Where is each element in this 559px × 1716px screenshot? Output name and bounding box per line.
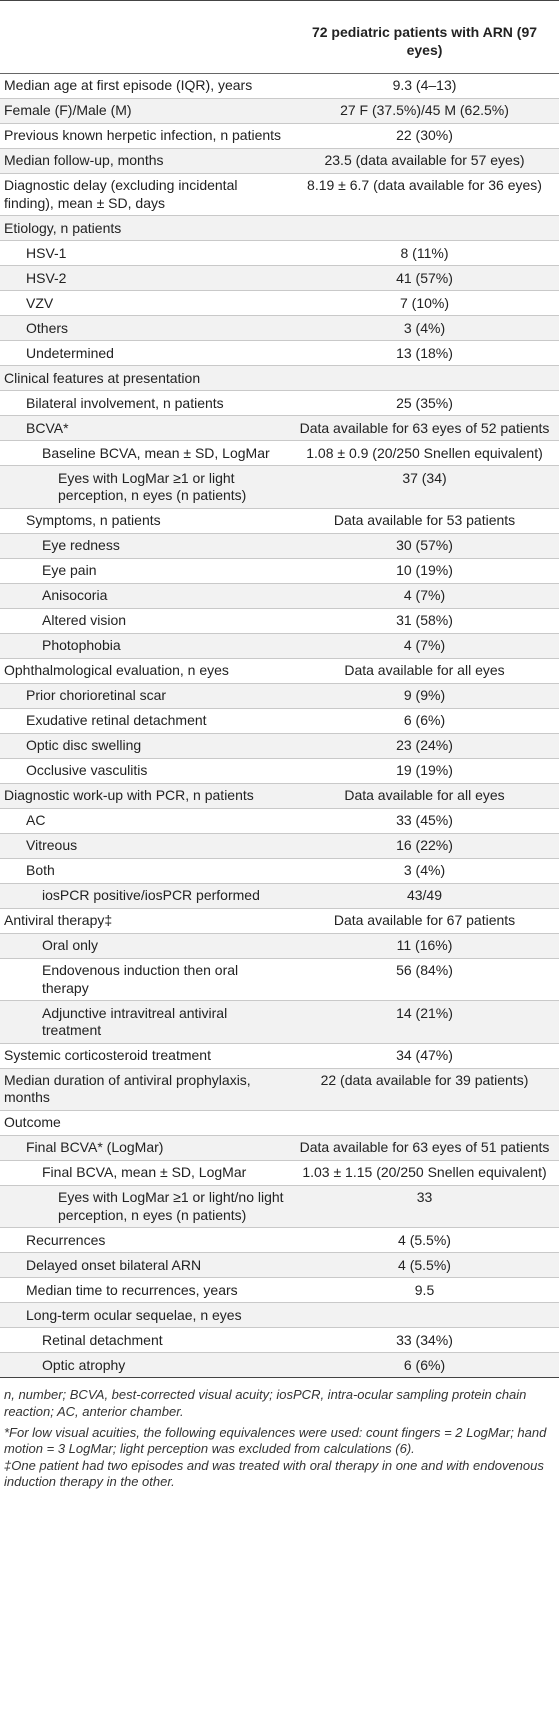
header-value-column: 72 pediatric patients with ARN (97 eyes): [290, 1, 559, 74]
row-label: Both: [0, 858, 290, 883]
table-row: [0, 441, 559, 466]
table-row: [0, 708, 559, 733]
row-label: BCVA*: [0, 416, 290, 441]
table-row: [0, 658, 559, 683]
row-label: Anisocoria: [0, 583, 290, 608]
row-value: 6 (6%): [290, 1353, 559, 1378]
row-label: Median follow-up, months: [0, 149, 290, 174]
table-row: [0, 733, 559, 758]
row-value: 14 (21%): [290, 1001, 559, 1043]
row-value: [290, 216, 559, 241]
row-value: 8 (11%): [290, 241, 559, 266]
row-label: Baseline BCVA, mean ± SD, LogMar: [0, 441, 290, 466]
table-row: [0, 1068, 559, 1110]
row-value: 8.19 ± 6.7 (data available for 36 eyes): [290, 174, 559, 216]
row-value: Data available for 63 eyes of 51 patients: [290, 1136, 559, 1161]
row-label: Endovenous induction then oral therapy: [0, 958, 290, 1000]
table-row: [0, 466, 559, 508]
table-row: [0, 933, 559, 958]
row-value: 43/49: [290, 883, 559, 908]
table-row: [0, 149, 559, 174]
table-row: [0, 558, 559, 583]
row-value: 56 (84%): [290, 958, 559, 1000]
row-label: Adjunctive intravitreal antiviral treatment: [0, 1001, 290, 1043]
row-label: Eyes with LogMar ≥1 or light/no light perception, n eyes (n patients): [0, 1186, 290, 1228]
row-label: Bilateral involvement, n patients: [0, 391, 290, 416]
table-row: [0, 533, 559, 558]
row-value: 3 (4%): [290, 858, 559, 883]
table-header-row: [0, 1, 559, 74]
row-value: 4 (5.5%): [290, 1253, 559, 1278]
table-row: [0, 1278, 559, 1303]
row-value: 30 (57%): [290, 533, 559, 558]
footnote-antiviral: ‡One patient had two episodes and was treated with oral therapy in one and with endovenous induction therapy in the other.: [4, 1457, 544, 1490]
row-label: Diagnostic delay (excluding incidental finding), mean ± SD, days: [0, 174, 290, 216]
row-label: Diagnostic work-up with PCR, n patients: [0, 783, 290, 808]
row-label: Optic disc swelling: [0, 733, 290, 758]
table-row: [0, 883, 559, 908]
row-value: Data available for all eyes: [290, 783, 559, 808]
row-value: 9.5: [290, 1278, 559, 1303]
row-value: 10 (19%): [290, 558, 559, 583]
table-row: [0, 508, 559, 533]
row-label: Eye redness: [0, 533, 290, 558]
table-row: [0, 1353, 559, 1378]
table-row: [0, 124, 559, 149]
table-body: [0, 74, 559, 1378]
row-value: 27 F (37.5%)/45 M (62.5%): [290, 99, 559, 124]
row-value: 16 (22%): [290, 833, 559, 858]
row-label: iosPCR positive/iosPCR performed: [0, 883, 290, 908]
table-row: [0, 266, 559, 291]
table-row: [0, 683, 559, 708]
table-row: [0, 1001, 559, 1043]
table-row: [0, 241, 559, 266]
row-value: [290, 1303, 559, 1328]
row-label: Exudative retinal detachment: [0, 708, 290, 733]
table-row: [0, 1136, 559, 1161]
table-row: [0, 1228, 559, 1253]
row-label: Female (F)/Male (M): [0, 99, 290, 124]
row-label: Systemic corticosteroid treatment: [0, 1043, 290, 1068]
row-value: 23.5 (data available for 57 eyes): [290, 149, 559, 174]
footnote-abbreviations: n, number; BCVA, best-corrected visual acuity; iosPCR, intra-ocular sampling protein chain reaction; AC, anterior chamber.: [4, 1387, 527, 1420]
row-value: 37 (34): [290, 466, 559, 508]
table-row: [0, 1161, 559, 1186]
row-value: Data available for 67 patients: [290, 908, 559, 933]
row-value: [290, 366, 559, 391]
row-value: Data available for 53 patients: [290, 508, 559, 533]
row-value: 22 (30%): [290, 124, 559, 149]
table-row: [0, 833, 559, 858]
header-label-column: [0, 1, 290, 74]
table-row: [0, 416, 559, 441]
table-row: [0, 808, 559, 833]
row-value: 4 (7%): [290, 583, 559, 608]
table-row: [0, 174, 559, 216]
row-label: Previous known herpetic infection, n patients: [0, 124, 290, 149]
row-value: 1.03 ± 1.15 (20/250 Snellen equivalent): [290, 1161, 559, 1186]
row-label: Photophobia: [0, 633, 290, 658]
row-label: Median time to recurrences, years: [0, 1278, 290, 1303]
row-label: HSV-2: [0, 266, 290, 291]
row-value: 7 (10%): [290, 291, 559, 316]
row-label: Undetermined: [0, 341, 290, 366]
table-row: [0, 1253, 559, 1278]
row-value: 33 (45%): [290, 808, 559, 833]
row-value: 23 (24%): [290, 733, 559, 758]
row-label: Eye pain: [0, 558, 290, 583]
row-label: Vitreous: [0, 833, 290, 858]
row-label: Recurrences: [0, 1228, 290, 1253]
row-value: 6 (6%): [290, 708, 559, 733]
table-row: [0, 391, 559, 416]
row-label: Oral only: [0, 933, 290, 958]
table-row: [0, 1328, 559, 1353]
row-value: 13 (18%): [290, 341, 559, 366]
row-label: Occlusive vasculitis: [0, 758, 290, 783]
row-label: Altered vision: [0, 608, 290, 633]
row-value: 9 (9%): [290, 683, 559, 708]
table-row: [0, 633, 559, 658]
row-value: 41 (57%): [290, 266, 559, 291]
table-row: [0, 783, 559, 808]
row-label: Antiviral therapy‡: [0, 908, 290, 933]
table-row: [0, 583, 559, 608]
table-row: [0, 608, 559, 633]
table-row: [0, 1186, 559, 1228]
row-value: 4 (7%): [290, 633, 559, 658]
table-footnotes: [0, 1387, 559, 1491]
row-label: Symptoms, n patients: [0, 508, 290, 533]
row-label: Final BCVA, mean ± SD, LogMar: [0, 1161, 290, 1186]
footnote-bcva: *For low visual acuities, the following equivalences were used: count fingers = 2 LogMar; hand motion = 3 LogMar; light perception was excluded from calculations (6).: [4, 1424, 547, 1457]
row-value: [290, 1111, 559, 1136]
table-row: [0, 858, 559, 883]
row-value: 19 (19%): [290, 758, 559, 783]
row-value: 25 (35%): [290, 391, 559, 416]
table-row: [0, 99, 559, 124]
table-row: [0, 366, 559, 391]
table-row: [0, 1111, 559, 1136]
row-value: 9.3 (4–13): [290, 74, 559, 99]
row-label: HSV-1: [0, 241, 290, 266]
table-row: [0, 958, 559, 1000]
table-row: [0, 74, 559, 99]
table-row: [0, 1303, 559, 1328]
row-label: Eyes with LogMar ≥1 or light perception, n eyes (n patients): [0, 466, 290, 508]
table-row: [0, 758, 559, 783]
row-label: Others: [0, 316, 290, 341]
row-value: Data available for 63 eyes of 52 patients: [290, 416, 559, 441]
row-value: 34 (47%): [290, 1043, 559, 1068]
row-value: 33 (34%): [290, 1328, 559, 1353]
table-row: [0, 341, 559, 366]
row-label: Median duration of antiviral prophylaxis, months: [0, 1068, 290, 1110]
row-label: Ophthalmological evaluation, n eyes: [0, 658, 290, 683]
row-label: Final BCVA* (LogMar): [0, 1136, 290, 1161]
row-value: 1.08 ± 0.9 (20/250 Snellen equivalent): [290, 441, 559, 466]
row-label: Optic atrophy: [0, 1353, 290, 1378]
row-value: 33: [290, 1186, 559, 1228]
row-label: Median age at first episode (IQR), years: [0, 74, 290, 99]
table-row: [0, 291, 559, 316]
row-label: Clinical features at presentation: [0, 366, 290, 391]
row-label: VZV: [0, 291, 290, 316]
row-label: Outcome: [0, 1111, 290, 1136]
row-value: 31 (58%): [290, 608, 559, 633]
row-value: 22 (data available for 39 patients): [290, 1068, 559, 1110]
row-value: 11 (16%): [290, 933, 559, 958]
row-value: 4 (5.5%): [290, 1228, 559, 1253]
row-label: AC: [0, 808, 290, 833]
table-row: [0, 908, 559, 933]
table-row: [0, 316, 559, 341]
table-row: [0, 1043, 559, 1068]
row-value: Data available for all eyes: [290, 658, 559, 683]
row-label: Prior chorioretinal scar: [0, 683, 290, 708]
row-label: Retinal detachment: [0, 1328, 290, 1353]
row-label: Delayed onset bilateral ARN: [0, 1253, 290, 1278]
row-value: 3 (4%): [290, 316, 559, 341]
row-label: Etiology, n patients: [0, 216, 290, 241]
row-label: Long-term ocular sequelae, n eyes: [0, 1303, 290, 1328]
table-row: [0, 216, 559, 241]
